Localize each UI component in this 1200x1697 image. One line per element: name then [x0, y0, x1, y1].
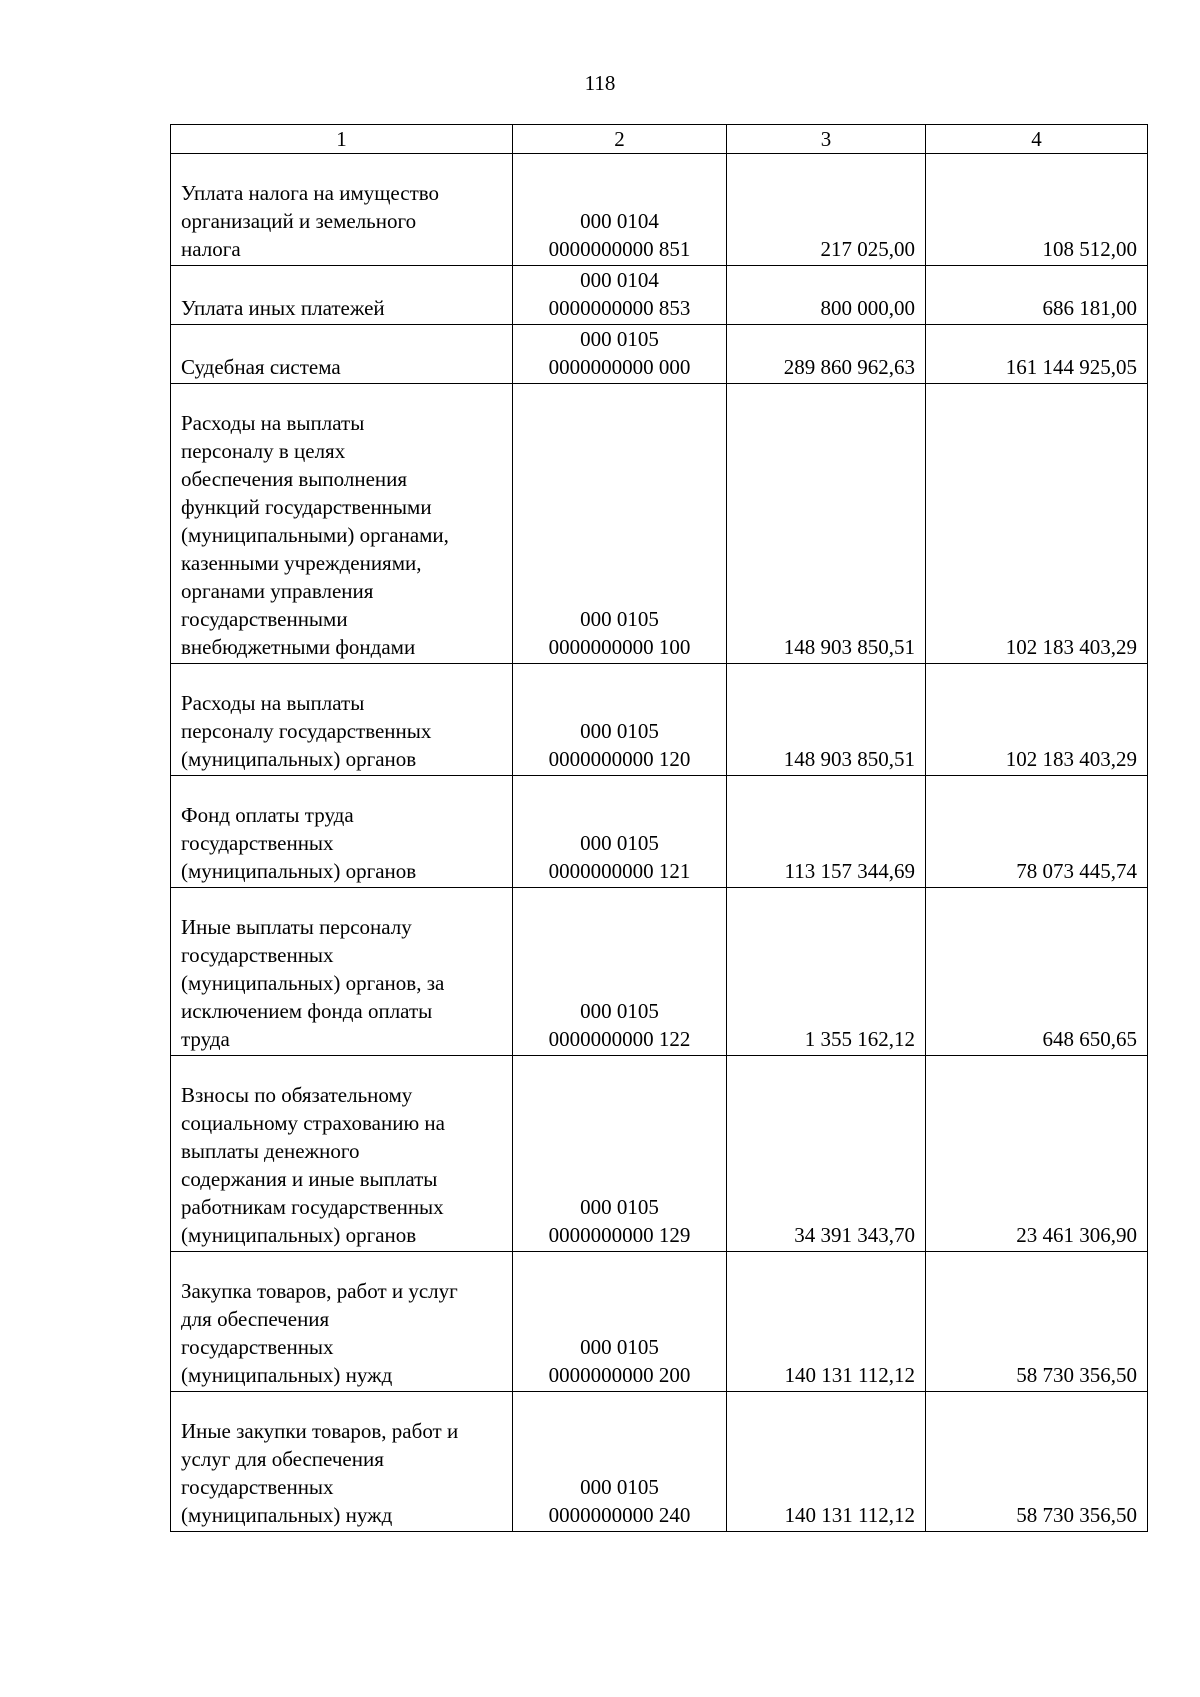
row-name-line: Фонд оплаты труда [181, 803, 354, 827]
row-code-line: 000 0105 [580, 999, 659, 1023]
row-code-line: 0000000000 851 [548, 237, 691, 261]
row-code-line: 000 0104 [580, 268, 659, 292]
row-col3-value: 289 860 962,63 [783, 355, 915, 379]
table-row [171, 1056, 1148, 1252]
row-name-line: государственных [181, 1475, 334, 1499]
row-col4-value: 108 512,00 [1042, 237, 1137, 261]
row-name-cell [171, 888, 513, 1056]
row-code-line: 000 0105 [580, 1335, 659, 1359]
row-code-line: 0000000000 853 [548, 296, 691, 320]
row-name-line: (муниципальных) органов [181, 747, 417, 771]
row-col4-value: 686 181,00 [1042, 296, 1137, 320]
row-name-line: (муниципальных) органов, за [181, 971, 445, 995]
row-name-line: персоналу государственных [181, 719, 432, 743]
header-cell-4: 4 [926, 125, 1148, 154]
row-col4-value: 23 461 306,90 [1016, 1223, 1137, 1247]
row-name-line: выплаты денежного [181, 1139, 360, 1163]
row-name-line: государственных [181, 1335, 334, 1359]
row-name-line: Расходы на выплаты [181, 691, 365, 715]
row-col4-value: 102 183 403,29 [1005, 635, 1137, 659]
row-col3-cell [727, 664, 926, 776]
row-name-line: государственных [181, 943, 334, 967]
budget-table [170, 124, 1148, 1532]
row-col3-cell [727, 384, 926, 664]
row-name-line: Расходы на выплаты [181, 411, 365, 435]
row-col3-value: 1 355 162,12 [804, 1027, 915, 1051]
row-col4-cell [926, 384, 1148, 664]
row-col3-value: 140 131 112,12 [784, 1363, 915, 1387]
row-name-line: налога [181, 237, 241, 261]
row-code-line: 000 0105 [580, 831, 659, 855]
row-code-line: 000 0105 [580, 719, 659, 743]
row-name-line: Взносы по обязательному [181, 1083, 413, 1107]
row-code-cell [513, 1056, 727, 1252]
row-col3-cell [727, 1252, 926, 1392]
row-col3-cell [727, 154, 926, 266]
row-name-cell [171, 154, 513, 266]
row-name-line: Иные закупки товаров, работ и [181, 1419, 459, 1443]
table-body [171, 125, 1148, 1532]
row-col4-cell [926, 154, 1148, 266]
row-col4-cell [926, 664, 1148, 776]
row-col3-cell [727, 325, 926, 384]
row-col4-cell [926, 1056, 1148, 1252]
row-name-cell [171, 1392, 513, 1532]
table-row [171, 888, 1148, 1056]
row-name-line: содержания и иные выплаты [181, 1167, 438, 1191]
row-name-line: исключением фонда оплаты [181, 999, 433, 1023]
row-col4-value: 161 144 925,05 [1005, 355, 1137, 379]
row-name-line: социальному страхованию на [181, 1111, 445, 1135]
row-code-cell [513, 325, 727, 384]
row-col4-value: 648 650,65 [1042, 1027, 1137, 1051]
table-row [171, 154, 1148, 266]
row-name-line: функций государственными [181, 495, 432, 519]
row-col3-value: 113 157 344,69 [784, 859, 915, 883]
row-code-line: 0000000000 121 [548, 859, 691, 883]
row-name-line: (муниципальными) органами, [181, 523, 449, 547]
row-name-line: казенными учреждениями, [181, 551, 422, 575]
row-name-line: Закупка товаров, работ и услуг [181, 1279, 458, 1303]
row-col4-value: 78 073 445,74 [1016, 859, 1137, 883]
row-col3-cell [727, 266, 926, 325]
row-name-line: государственными [181, 607, 348, 631]
row-name-line: (муниципальных) органов [181, 1223, 417, 1247]
row-code-line: 000 0105 [580, 327, 659, 351]
row-col3-cell [727, 888, 926, 1056]
row-col4-cell [926, 266, 1148, 325]
row-name-cell [171, 266, 513, 325]
row-col3-value: 140 131 112,12 [784, 1503, 915, 1527]
row-name-line: работникам государственных [181, 1195, 444, 1219]
row-col4-value: 58 730 356,50 [1016, 1503, 1137, 1527]
row-col4-cell [926, 325, 1148, 384]
row-col3-cell [727, 1392, 926, 1532]
row-code-cell [513, 1252, 727, 1392]
row-name-line: (муниципальных) органов [181, 859, 417, 883]
row-col4-cell [926, 1252, 1148, 1392]
header-cell-2: 2 [513, 125, 727, 154]
row-code-line: 000 0105 [580, 1195, 659, 1219]
row-name-cell [171, 1056, 513, 1252]
row-name-line: органами управления [181, 579, 374, 603]
table-row [171, 266, 1148, 325]
row-name-line: Судебная система [181, 355, 341, 379]
row-name-cell [171, 384, 513, 664]
row-code-cell [513, 664, 727, 776]
row-name-line: персоналу в целях [181, 439, 346, 463]
row-code-cell [513, 384, 727, 664]
table-row [171, 664, 1148, 776]
row-code-cell [513, 888, 727, 1056]
row-col3-value: 148 903 850,51 [783, 635, 915, 659]
header-row [171, 125, 1148, 154]
table-row [171, 325, 1148, 384]
row-code-line: 0000000000 000 [548, 355, 691, 379]
row-code-cell [513, 266, 727, 325]
row-name-cell [171, 664, 513, 776]
row-name-line: внебюджетными фондами [181, 635, 416, 659]
table-row [171, 384, 1148, 664]
row-code-cell [513, 776, 727, 888]
row-col4-value: 102 183 403,29 [1005, 747, 1137, 771]
row-name-line: (муниципальных) нужд [181, 1363, 393, 1387]
row-col3-cell [727, 1056, 926, 1252]
row-name-line: Иные выплаты персоналу [181, 915, 412, 939]
row-name-cell [171, 1252, 513, 1392]
header-cell-3: 3 [727, 125, 926, 154]
row-code-cell [513, 1392, 727, 1532]
row-name-line: обеспечения выполнения [181, 467, 408, 491]
row-name-line: для обеспечения [181, 1307, 330, 1331]
row-name-line: организаций и земельного [181, 209, 417, 233]
row-name-cell [171, 325, 513, 384]
table-row [171, 1252, 1148, 1392]
row-col3-value: 34 391 343,70 [794, 1223, 915, 1247]
table-row [171, 1392, 1148, 1532]
row-col4-cell [926, 776, 1148, 888]
row-name-line: Уплата налога на имущество [181, 181, 440, 205]
row-code-line: 000 0105 [580, 1475, 659, 1499]
row-name-line: труда [181, 1027, 230, 1051]
row-code-cell [513, 154, 727, 266]
row-code-line: 0000000000 120 [548, 747, 691, 771]
header-cell-1: 1 [171, 125, 513, 154]
row-col3-value: 217 025,00 [820, 237, 915, 261]
row-name-line: (муниципальных) нужд [181, 1503, 393, 1527]
row-col4-value: 58 730 356,50 [1016, 1363, 1137, 1387]
row-code-line: 000 0105 [580, 607, 659, 631]
row-name-line: государственных [181, 831, 334, 855]
row-col4-cell [926, 1392, 1148, 1532]
row-code-line: 0000000000 100 [548, 635, 691, 659]
row-name-cell [171, 776, 513, 888]
row-code-line: 0000000000 200 [548, 1363, 691, 1387]
row-code-line: 0000000000 240 [548, 1503, 691, 1527]
row-name-line: Уплата иных платежей [181, 296, 385, 320]
row-name-line: услуг для обеспечения [181, 1447, 384, 1471]
row-col3-value: 800 000,00 [820, 296, 915, 320]
row-col3-cell [727, 776, 926, 888]
table-row [171, 776, 1148, 888]
row-code-line: 0000000000 129 [548, 1223, 691, 1247]
row-code-line: 000 0104 [580, 209, 659, 233]
row-col4-cell [926, 888, 1148, 1056]
row-col3-value: 148 903 850,51 [783, 747, 915, 771]
row-code-line: 0000000000 122 [548, 1027, 691, 1051]
page-number: 118 [584, 71, 616, 95]
